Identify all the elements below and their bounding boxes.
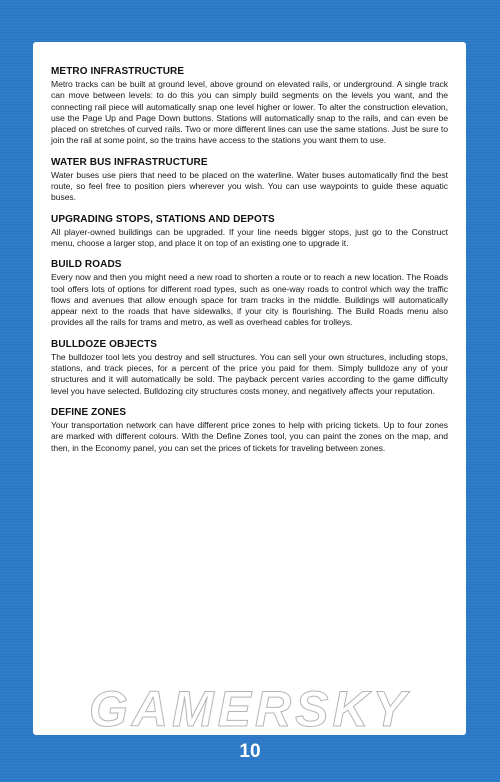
section-paragraph: Water buses use piers that need to be placed on the waterline. Water buses automatically find the best route, so feel free to position piers wherever you wish. You can use waypoints to guide these aquatic buses. (51, 169, 448, 203)
section-heading: DEFINE ZONES (51, 406, 127, 418)
section-metro-infrastructure (51, 66, 448, 147)
section-water-bus-infrastructure (51, 157, 448, 204)
section-paragraph: Your transportation network can have different price zones to help with pricing tickets. Up to four zones are marked with different colours. With the Define Zones tool, you can paint the zones on the map, and then, in the Economy panel, you can set the prices of tickets for traveling between zones. (51, 419, 448, 453)
section-heading: WATER BUS INFRASTRUCTURE (51, 156, 208, 168)
section-heading: UPGRADING STOPS, STATIONS AND DEPOTS (51, 213, 275, 225)
section-paragraph: Metro tracks can be built at ground level, above ground on elevated rails, or underground. A single track can move between levels: to do this you can simply build segments on the levels you want, and the connecting rail piece will automatically snap one level higher or lower. To alter the construction elevation, use the Page Up and Page Down buttons. Stations will automatically snap to the rails, and can even be placed on stretches of curved rails. Two or more different lines can use the same stations. Just be sure to join the rail at some point, so the trains have access to the stations you want them to use. (51, 79, 448, 146)
section-upgrading-stops (51, 214, 448, 250)
gamersky-watermark: GAMERSKY (89, 681, 410, 737)
page-number: 10 (239, 741, 261, 762)
section-define-zones (51, 407, 448, 454)
section-paragraph: The bulldozer tool lets you destroy and sell structures. You can sell your own structures, including stops, stations, and track pieces, for a percent of the price you paid for them. Simply bulldoze any of your structures and it will automatically be sold. The payback percent varies according to the game difficulty level you have selected. Bulldozing city structures costs money, and negatively affects your reputation. (51, 351, 448, 396)
section-heading: BULLDOZE OBJECTS (51, 338, 158, 350)
section-heading: BUILD ROADS (51, 259, 122, 271)
section-build-roads (51, 259, 448, 328)
section-bulldoze-objects (51, 339, 448, 397)
section-paragraph: All player-owned buildings can be upgraded. If your line needs bigger stops, just go to the Construct menu, choose a larger stop, and place it on top of an existing one to upgrade it. (51, 226, 448, 248)
manual-page (33, 42, 466, 735)
section-heading: METRO INFRASTRUCTURE (51, 66, 185, 77)
section-paragraph: Every now and then you might need a new road to shorten a route or to reach a new location. The Roads tool offers lots of options for different road types, such as one-way roads to control which way the traffic flows and avenues that allow enough space for tram tracks in the middle. Buildings will automatically appear next to the roads that have sidewalks, if your city is flourishing. The Build Roads menu also provides all the rails for trams and metro, as well as overhead cables for trolleys. (51, 272, 448, 328)
